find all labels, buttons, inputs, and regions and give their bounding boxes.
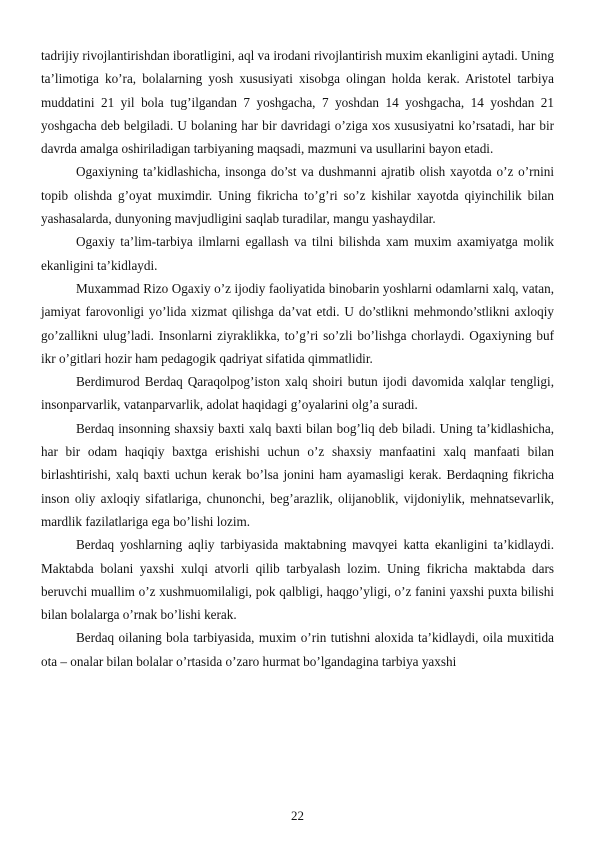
body-text — [41, 44, 554, 673]
paragraph: Muxammad Rizo Ogaxiy o’z ijodiy faoliyatida binobarin yoshlarni odamlarni xalq, vatan, jamiyat farovonligi yo’lida xizmat qilishga da’vat etdi. U do’stlikni mehmondo’stlikni axloqiy go’zallikni ulug’ladi. Insonlarni ziyraklikka, to’g’ri so’zli bo’lishga chorlaydi. Ogaxiyning buf ikr o’gitlari hozir ham pedagogik qadriyat sifatida qimmatlidir. — [41, 280, 554, 366]
paragraph: Berdaq insonning shaxsiy baxti xalq baxti bilan bog’liq deb biladi. Uning ta’kidlashicha, har bir odam haqiqiy baxtga erishishi uchun o’z shaxsiy manfaatini xalq manfaati bilan birlashtirishi, xalq baxti uchun kerak bo’lsa jonini ham ayamasligi kerak. Berdaqning fikricha inson oliy axloqiy sifatlariga, chunonchi, beg’arazlik, olijanoblik, vijdoniylik, mehnatsevarlik, mardlik fazilatlariga ega bo’lishi lozim. — [41, 420, 554, 529]
paragraph: Berdaq yoshlarning aqliy tarbiyasida maktabning mavqyei katta ekanligini ta’kidlaydi. Maktabda bolani yaxshi xulqi atvorli qilib tarbyalash lozim. Uning fikricha maktabda dars beruvchi muallim o’z xushmuomilaligi, pok qalbligi, haqgo’yligi, o’z fanini yaxshi puxta bilishi bilan bolalarga o’rnak bo’lishi kerak. — [41, 537, 554, 623]
page-number: 22 — [291, 808, 304, 823]
paragraph: Berdaq oilaning bola tarbiyasida, muxim o’rin tutishni aloxida ta’kidlaydi, oila muxitida ota – onalar bilan bolalar o’rtasida o’zaro hurmat bo’lgandagina tarbiya yaxshi — [41, 630, 554, 669]
paragraph: Berdimurod Berdaq Qaraqolpog’iston xalq shoiri butun ijodi davomida xalqlar tengligi, insonparvarlik, vatanparvarlik, adolat haqidagi g’oyalarini olg’a suradi. — [41, 374, 554, 413]
paragraph: Ogaxiy ta’lim-tarbiya ilmlarni egallash va tilni bilishda xam muxim axamiyatga molik ekanligini ta’kidlaydi. — [41, 234, 554, 273]
paragraph: tadrijiy rivojlantirishdan iboratligini, aql va irodani rivojlantirish muxim ekanligini aytadi. Uning ta’limotiga ko’ra, bolalarning yosh xususiyati xisobga olingan holda kerak. Aristotel tarbiya muddatini 21 yil bola tug’ilgandan 7 yoshgacha, 7 yoshdan 14 yoshgacha, 14 yoshdan 21 yoshgacha deb belgiladi. U bolaning har bir davridagi o’ziga xos xususiyatni ko’rsatadi, har bir davrda amalga oshiriladigan tarbiyaning maqsadi, mazmuni va usullarini bayon etadi. — [41, 48, 554, 157]
paragraph: Ogaxiyning ta’kidlashicha, insonga do’st va dushmanni ajratib olish xayotda o’z o’rnini topib olishda g’oyat muximdir. Uning fikricha to’g’ri so’z kishilar xayotda qiyinchilik bilan yashasalarda, dunyoning mavjudligini saqlab turadilar, mangu yashaydilar. — [41, 164, 554, 227]
